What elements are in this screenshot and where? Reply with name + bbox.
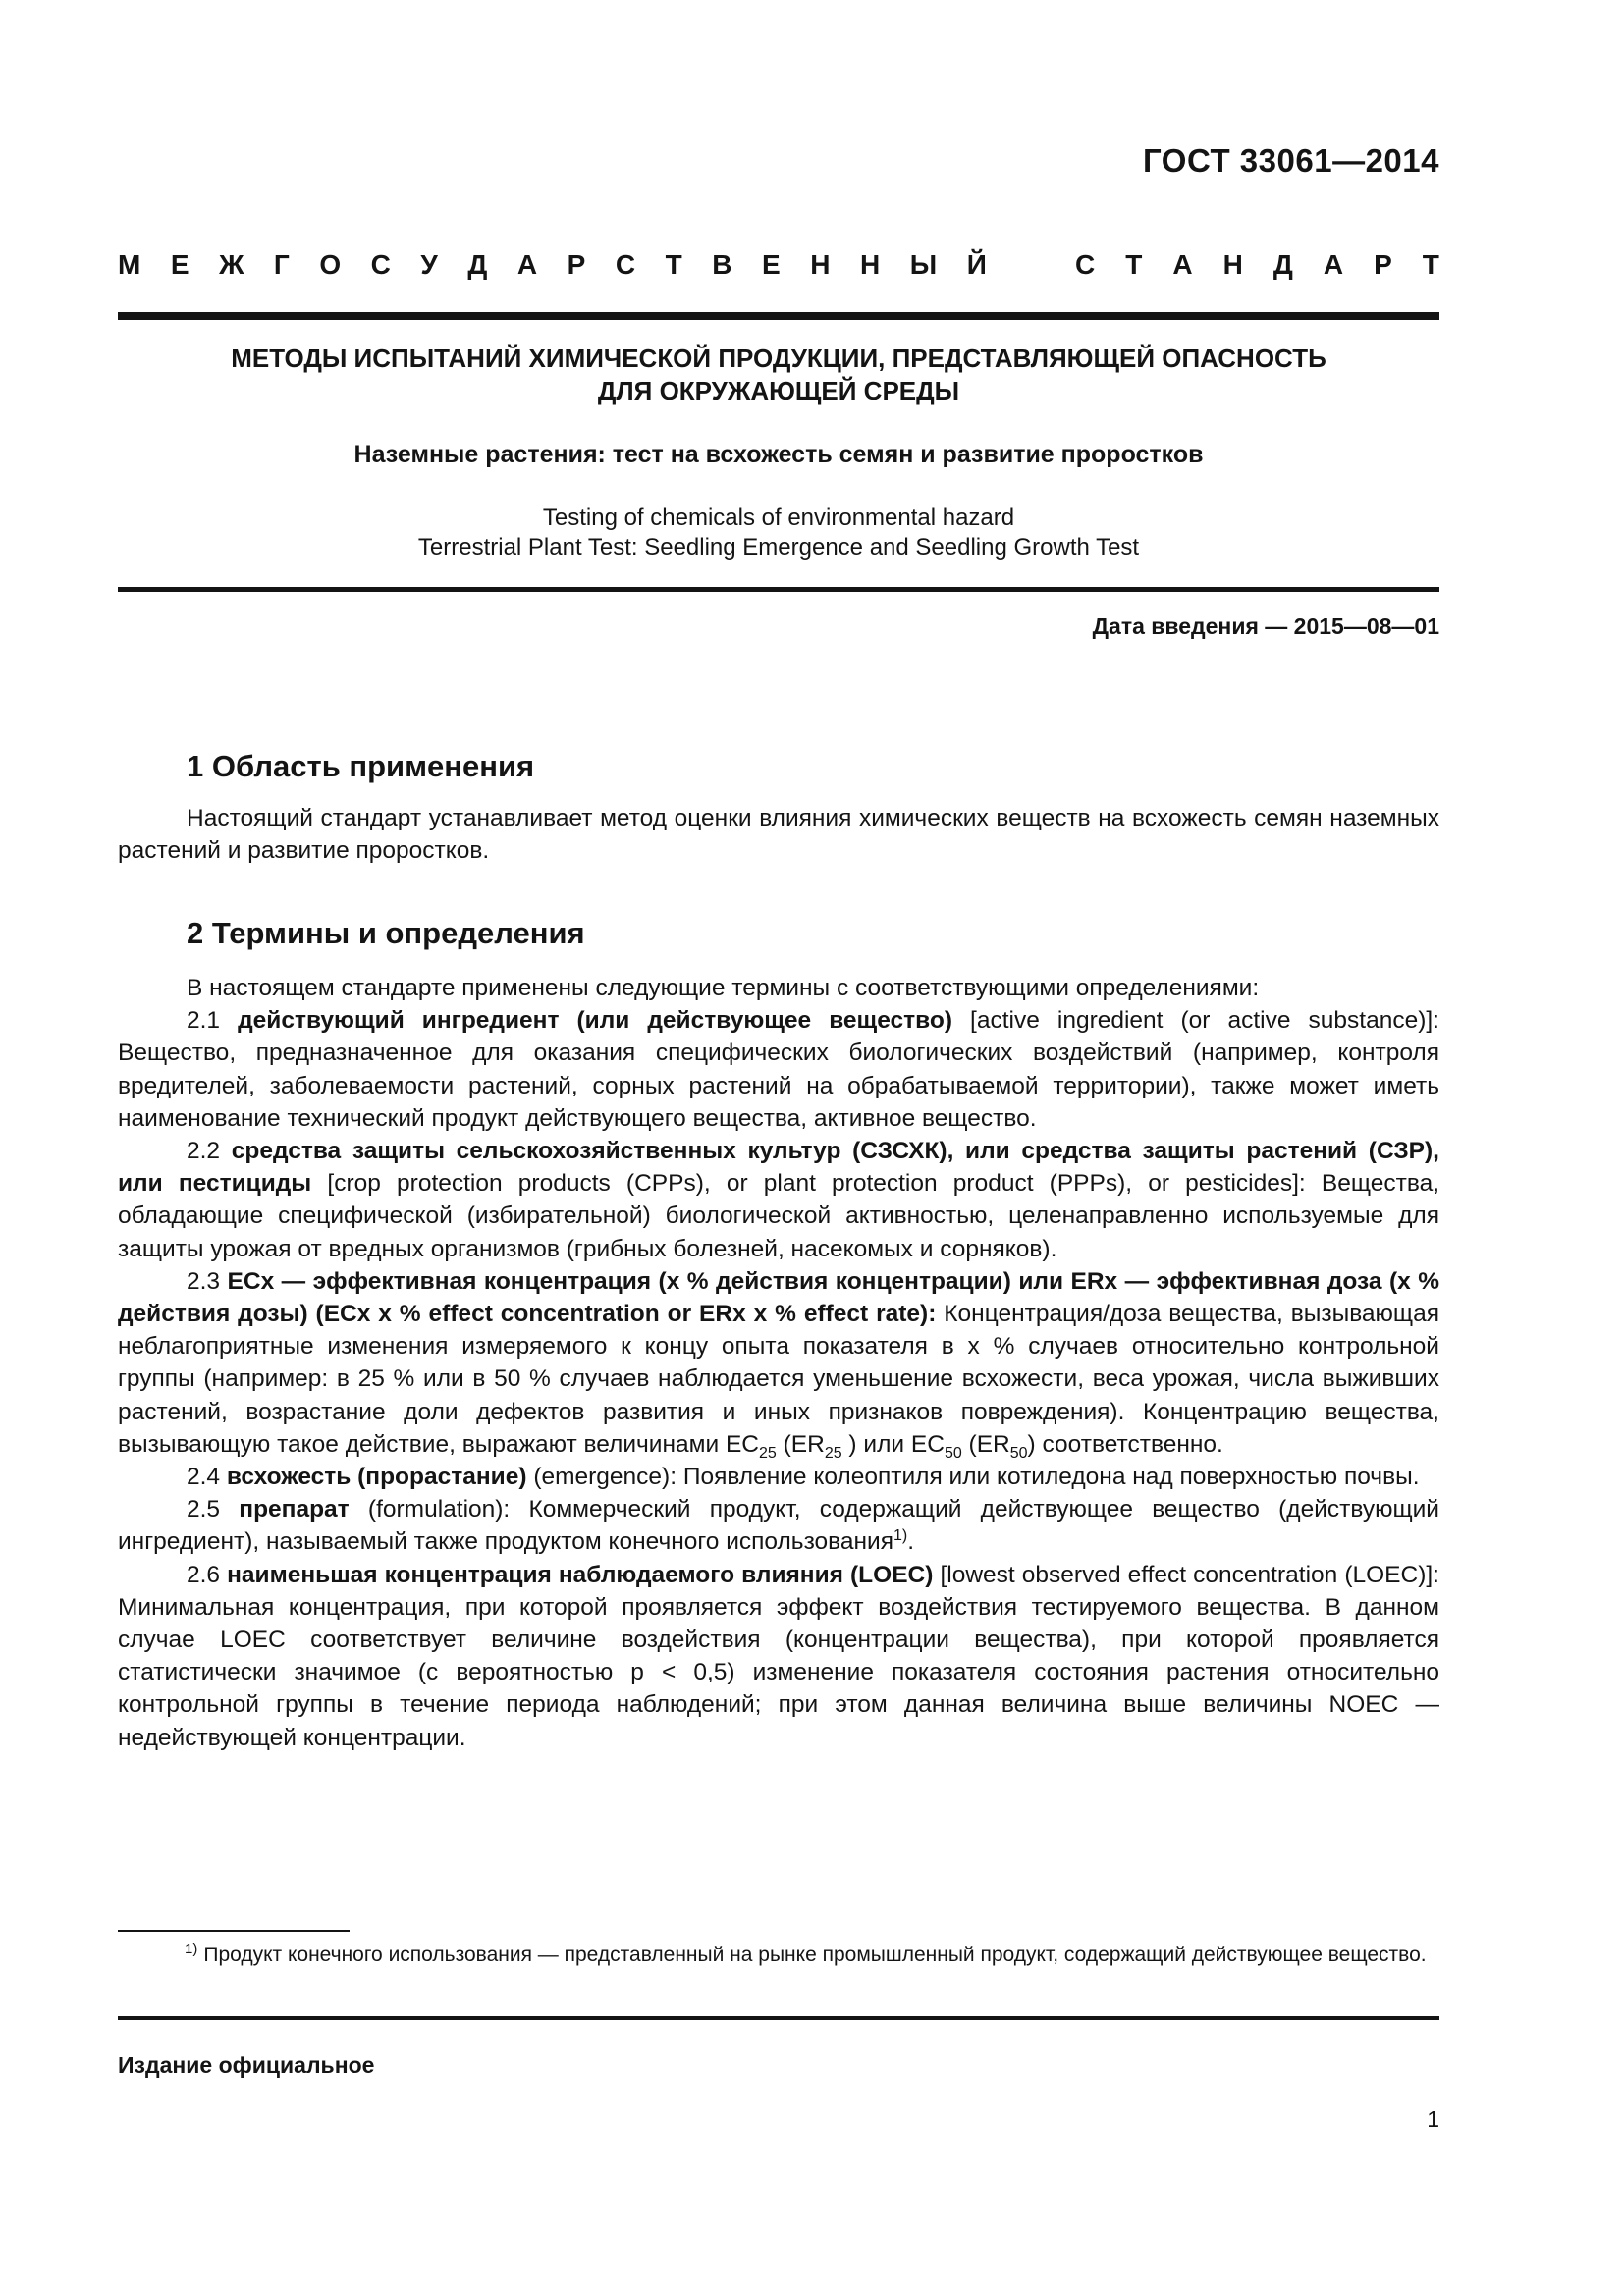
footnote-separator (118, 1930, 350, 1932)
spaced-letter: Д (467, 249, 488, 280)
term-number: 2.6 (187, 1561, 221, 1588)
spaced-letter: А (1172, 249, 1193, 280)
introduction-date (1093, 614, 1439, 640)
english-title-line-2: Terrestrial Plant Test: Seedling Emergence and Seedling Growth Test (417, 534, 1140, 561)
english-title (118, 504, 1439, 562)
spaced-letter: Н (859, 249, 881, 280)
term-2-2 (118, 1135, 1439, 1265)
spaced-letter: А (1323, 249, 1344, 280)
date-label: Дата введения — (1092, 614, 1288, 639)
section-1-paragraph: Настоящий стандарт устанавливает метод оценки влияния химических веществ на всхожесть семян наземных растений и развитие проростков. (118, 805, 1439, 865)
term-name: действующий ингредиент (или действующее вещество) (238, 1007, 953, 1035)
term-number: 2.2 (187, 1138, 221, 1165)
term-number: 2.4 (187, 1464, 221, 1491)
spaced-letter: Ж (219, 249, 244, 280)
term-number: 2.5 (187, 1496, 221, 1523)
spaced-letter: Т (1125, 249, 1143, 280)
page-number: 1 (1427, 2107, 1439, 2132)
section-2-intro: В настоящем стандарте применены следующие термины с соответствующими определениями: (187, 975, 1260, 1001)
ec50-notation: $EC_{50}$ $(ER_{50})$ (910, 1430, 1036, 1462)
spaced-letter: Т (665, 249, 682, 280)
footnote (118, 1941, 1439, 1972)
spaced-letter: О (319, 249, 342, 280)
term-2-1 (118, 1004, 1439, 1135)
spaced-letter: Д (1272, 249, 1293, 280)
section-1-heading: 1 Область применения (187, 749, 535, 783)
spaced-letter: Н (810, 249, 831, 280)
term-name: ECx — эффективная концентрация (x % действия концентрации) или ERx — эффективная доза (x % действия дозы) (ECx x % effect concentration or ERx x % effect rate): (118, 1267, 1439, 1328)
category-word-standard (1075, 249, 1439, 281)
official-edition-label: Издание официальное (118, 2053, 375, 2078)
section-1-body (118, 802, 1439, 867)
spaced-letter: Т (1422, 249, 1439, 280)
date-value: 2015—08—01 (1293, 614, 1439, 639)
section-2-heading: 2 Термины и определения (187, 916, 585, 950)
spaced-letter: Р (1374, 249, 1392, 280)
term-number: 2.1 (187, 1007, 221, 1035)
term-definition: [lowest observed effect concentration (LOEC)]: Минимальная концентрация, при которой проявляется эффект воздействия тестируемого вещества. В данном случае LOEC соответствует величине воздействия (концентрации вещества), при которой проявляется статистически значимое (с вероятностью p < 0,5) изменение показателя состояния растения относительно контрольной группы в течение периода наблюдений; при этом данная величина выше величины NOEC — недействующей концентрации. (118, 1561, 1439, 1751)
spaced-letter: У (420, 249, 438, 280)
footnote-mark: 1) (185, 1941, 198, 1957)
spaced-letter: С (1075, 249, 1096, 280)
spaced-letter: Ы (909, 249, 938, 280)
term-2-4 (118, 1461, 1439, 1493)
term-definition: [crop protection products (CPPs), or plant protection product (PPPs), or pesticides]: Вещества, обладающие специфической (избирательной) биологической активностью, целенаправленно используемые для защиты урожая от вредных организмов (грибных болезней, насекомых и сорняков). (118, 1170, 1439, 1262)
title-rule (118, 587, 1439, 592)
spaced-letter: А (516, 249, 538, 280)
spaced-letter: Е (762, 249, 781, 280)
term-name: всхожесть (прорастание) (226, 1464, 527, 1491)
section-2-body (118, 972, 1439, 1754)
term-name: препарат (239, 1496, 350, 1523)
document-title (118, 343, 1439, 407)
spaced-letter: С (370, 249, 391, 280)
term-definition: (formulation): Коммерческий продукт, содержащий действующее вещество (действующий ингредиент), называемый также продуктом конечного использования (118, 1496, 1439, 1556)
standard-number: ГОСТ 33061—2014 (1143, 142, 1439, 179)
spaced-letter: М (118, 249, 141, 280)
term-tail: соответственно. (1042, 1430, 1223, 1458)
term-2-5: 2.5 препарат (formulation): Коммерческий продукт, содержащий действующее вещество (действующий ингредиент), называемый также продуктом конечного использования$^{1)}$. (118, 1496, 1439, 1556)
spaced-letter: Р (567, 249, 586, 280)
term-definition: [active ingredient (or active substance)]: Вещество, предназначенное для оказания специфических биологических воздействий (например, контроля вредителей, заболеваемости растений, сорных растений на обрабатываемой территории), также может иметь наименование технический продукт действующего вещества, активное вещество. (118, 1007, 1439, 1132)
spaced-letter: Н (1222, 249, 1243, 280)
title-line-2: ДЛЯ ОКРУЖАЮЩЕЙ СРЕДЫ (597, 376, 960, 405)
term-definition: (emergence): Появление колеоптиля или котиледона над поверхностью почвы. (533, 1464, 1420, 1491)
term-name: средства защиты сельскохозяйственных культур (СЗСХК), или средства защиты растений (СЗР), или пестициды (118, 1138, 1439, 1198)
term-definition: Концентрация/доза вещества, вызывающая неблагоприятные изменения измеряемого к концу опыта показателя в x % случаев относительно контрольной группы (например: в 25 % или в 50 % случаев наблюдается уменьшение всхожести, веса урожая, числа выживших растений, возрастание доли дефектов развития и иных признаков повреждения). Концентрацию вещества, вызывающую такое действие, выражают величинами (118, 1301, 1439, 1458)
category-word-interstate (118, 249, 987, 281)
title-line-1: МЕТОДЫ ИСПЫТАНИЙ ХИМИЧЕСКОЙ ПРОДУКЦИИ, ПРЕДСТАВЛЯЮЩЕЙ ОПАСНОСТЬ (231, 344, 1326, 373)
spaced-letter: С (615, 249, 636, 280)
document-subtitle: Наземные растения: тест на всхожесть семян и развитие проростков (353, 441, 1204, 468)
header-rule (118, 312, 1439, 320)
ec25-notation: $EC_{25}$ ($ER_{25}$ ) (725, 1430, 857, 1462)
term-name: наименьшая концентрация наблюдаемого влияния (LOEC) (227, 1561, 934, 1588)
spaced-letter: Е (170, 249, 189, 280)
term-number: 2.3 (187, 1267, 221, 1295)
footnote-reference[interactable]: 1) (893, 1527, 908, 1545)
footnote-text: Продукт конечного использования — представленный на рынке промышленный продукт, содержащий действующее вещество. (203, 1944, 1427, 1966)
term-2-3 (118, 1265, 1439, 1461)
spaced-letter: Г (273, 249, 290, 280)
spaced-letter: Й (966, 249, 987, 280)
standard-category (118, 249, 1439, 281)
footer-rule (118, 2016, 1439, 2020)
term-2-6 (118, 1559, 1439, 1754)
english-title-line-1: Testing of chemicals of environmental hazard (542, 505, 1015, 531)
spaced-letter: В (712, 249, 732, 280)
or-word: или (863, 1430, 905, 1458)
